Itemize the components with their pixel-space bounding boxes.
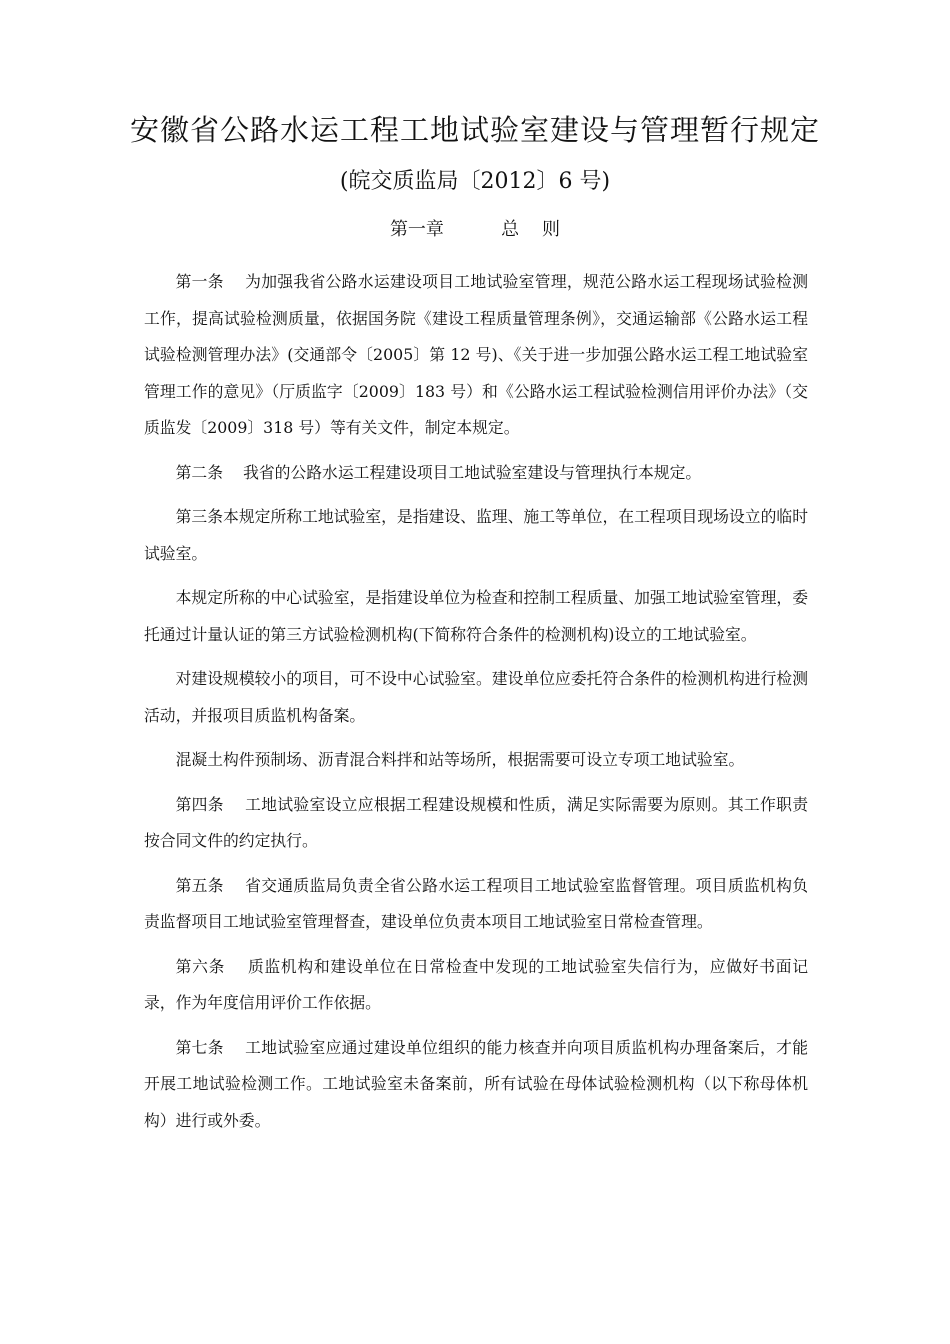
central-lab-definition-paragraph: 本规定所称的中心试验室，是指建设单位为检查和控制工程质量、加强工地试验室管理，委托通过计量认证的第三方试验检测机构(下简称符合条件的检测机构)设立的工地试验室。 bbox=[144, 588, 808, 644]
article-1-paragraph: 第一条 为加强我省公路水运建设项目工地试验室管理，规范公路水运工程现场试验检测工作，提高试验检测质量，依据国务院《建设工程质量管理条例》，交通运输部《公路水运工程试验检测管理办法》(交通部令〔2005〕第 12 号)、《关于进一步加强公路水运工程工地试验室管理工作的意见》（厅质监字〔2009〕183 号）和《公路水运工程试验检测信用评价办法》（交质监发〔2009〕318 号）等有关文件，制定本规定。 bbox=[144, 272, 808, 437]
article-7-paragraph: 第七条 工地试验室应通过建设单位组织的能力核查并向项目质监机构办理备案后，才能开展工地试验检测工作。工地试验室未备案前，所有试验在母体试验检测机构（以下称母体机构）进行或外委。 bbox=[144, 1037, 808, 1130]
special-lab-paragraph: 混凝土构件预制场、沥青混合料拌和站等场所，根据需要可设立专项工地试验室。 bbox=[175, 750, 745, 769]
document-body bbox=[144, 264, 808, 1147]
document-number: (皖交质监局〔2012〕6 号) bbox=[339, 169, 611, 194]
article-5-paragraph: 第五条 省交通质监局负责全省公路水运工程项目工地试验室监督管理。项目质监机构负责监督项目工地试验室管理督查，建设单位负责本项目工地试验室日常检查管理。 bbox=[144, 875, 808, 931]
article-3-paragraph: 第三条本规定所称工地试验室，是指建设、监理、施工等单位，在工程项目现场设立的临时试验室。 bbox=[144, 507, 808, 563]
article-2-paragraph: 第二条 我省的公路水运工程建设项目工地试验室建设与管理执行本规定。 bbox=[175, 462, 702, 482]
small-project-paragraph: 对建设规模较小的项目，可不设中心试验室。建设单位应委托符合条件的检测机构进行检测活动，并报项目质监机构备案。 bbox=[144, 669, 808, 725]
chapter-heading: 第一章 总 则 bbox=[389, 219, 561, 240]
document-title: 安徽省公路水运工程工地试验室建设与管理暂行规定 bbox=[129, 113, 820, 147]
article-4-paragraph: 第四条 工地试验室设立应根据工程建设规模和性质，满足实际需要为原则。其工作职责按合同文件的约定执行。 bbox=[144, 794, 808, 850]
article-6-paragraph: 第六条 质监机构和建设单位在日常检查中发现的工地试验室失信行为，应做好书面记录，作为年度信用评价工作依据。 bbox=[144, 956, 808, 1012]
